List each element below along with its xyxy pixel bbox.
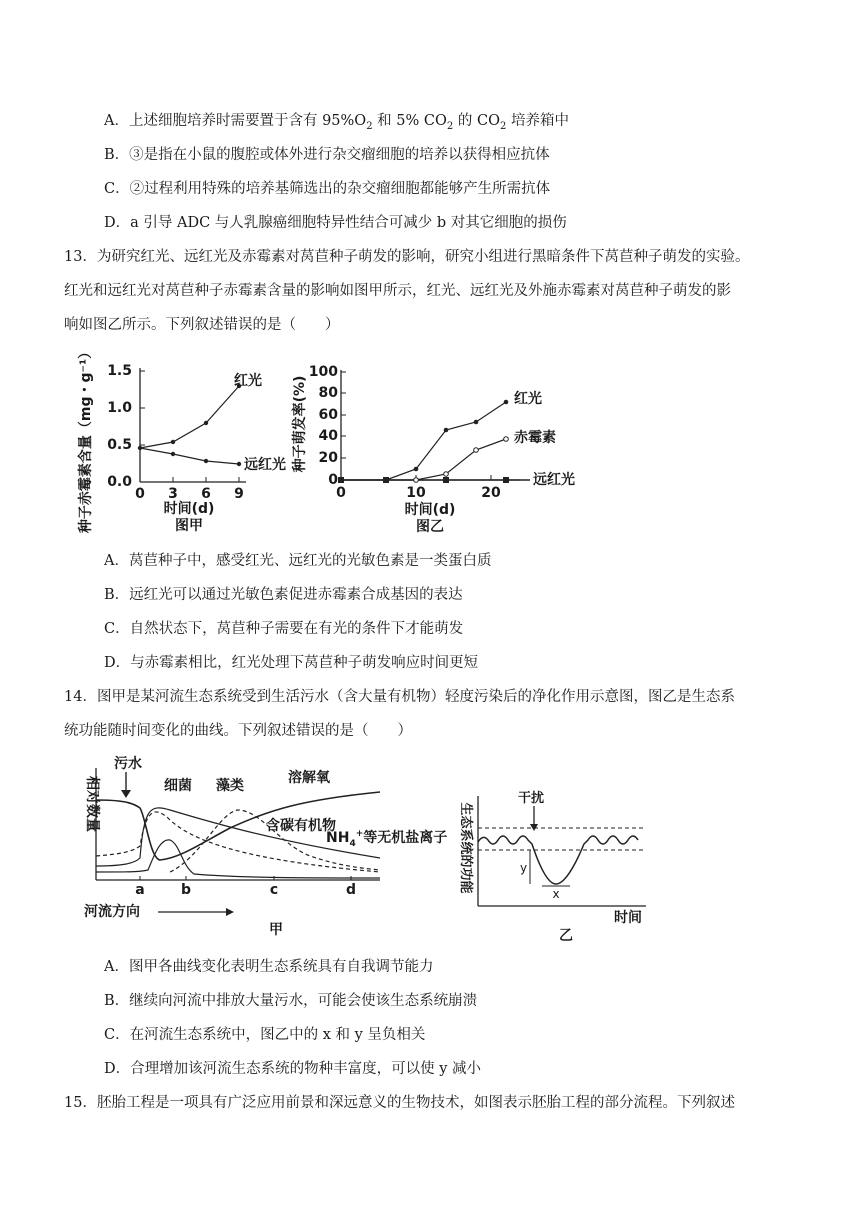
fig14a-tick-c: c xyxy=(269,882,279,898)
q15-stem-line1: 15．胚胎工程是一项具有广泛应用前景和深远意义的生物技术，如图表示胚胎工程的部分流程。下列叙述 xyxy=(64,1095,735,1111)
q13-stem-line1: 13．为研究红光、远红光及赤霉素对莴苣种子萌发的影响，研究小组进行黑暗条件下莴苣种子萌发的实验。 xyxy=(64,249,750,265)
figure-yi-13 xyxy=(290,356,590,536)
fig14a-tick-d: d xyxy=(345,882,357,898)
fig13b-ytick-0: 100 xyxy=(308,364,338,380)
fig14a-algae-label: 藻类 xyxy=(216,778,244,794)
q12-option-b: B．③是指在小鼠的腹腔或体外进行杂交瘤细胞的培养以获得相应抗体 xyxy=(104,147,550,163)
fig13b-ytick-5: 0 xyxy=(328,472,338,488)
q14-option-a: A．图甲各曲线变化表明生态系统具有自我调节能力 xyxy=(104,959,434,975)
fig13a-red-point-0 xyxy=(138,446,142,450)
fig14b-ylabel: 生态系统的功能 xyxy=(458,802,473,894)
q14-option-d: D．合理增加该河流生态系统的物种丰富度，可以使 y 减小 xyxy=(104,1061,482,1077)
fig13a-caption: 图甲 xyxy=(175,518,203,534)
fig14b-xlabel: 时间 xyxy=(614,910,642,926)
fig13a-xlabel: 时间(d) xyxy=(163,501,215,517)
q13-option-c: C．自然状态下，莴苣种子需要在有光的条件下才能萌发 xyxy=(104,621,464,637)
fig14a-oxygen-label: 溶解氧 xyxy=(288,770,330,786)
fig13a-ytick-1: 1.0 xyxy=(107,400,132,416)
fig13b-xlabel: 时间(d) xyxy=(404,502,456,518)
fig14b-function-curve xyxy=(478,836,638,884)
q12-option-a: A．上述细胞培养时需要置于含有 $95\%O_2$ 和 5% $CO_2$ 的 $CO_2$ 培养箱中 xyxy=(104,113,569,132)
fig13b-ga-point-3 xyxy=(444,472,449,477)
fig13a-farred-point-1 xyxy=(171,452,175,456)
q14-option-b: B．继续向河流中排放大量污水，可能会使该生态系统崩溃 xyxy=(104,993,478,1009)
fig14a-bacteria-label: 细菌 xyxy=(164,778,192,794)
fig14a-nh4-label: $NH_4^+$等无机盐离子 xyxy=(326,829,448,849)
fig13a-red-point-2 xyxy=(204,421,208,425)
fig14a-tick-b: b xyxy=(180,882,192,898)
fig14a-sewage-label: 污水 xyxy=(114,756,142,772)
q13-option-a: A．莴苣种子中，感受红光、远红光的光敏色素是一类蛋白质 xyxy=(104,553,492,569)
fig13b-farred-point-5 xyxy=(503,477,509,483)
fig13b-red-point-3 xyxy=(444,428,449,433)
q13-stem-line2: 红光和远红光对莴苣种子赤霉素含量的影响如图甲所示，红光、远红光及外施赤霉素对莴苣种子萌发的影 xyxy=(64,283,731,299)
fig13b-ga-point-2 xyxy=(414,478,419,483)
figure-jia-13 xyxy=(66,345,306,535)
fig13a-ytick-0: 1.5 xyxy=(107,363,132,379)
fig13b-ga-point-5 xyxy=(504,437,509,442)
fig13a-xtick-0: 0 xyxy=(135,486,145,502)
fig14a-tick-a: a xyxy=(135,882,145,898)
q12-option-c: C．②过程利用特殊的培养基筛选出的杂交瘤细胞都能够产生所需抗体 xyxy=(104,181,551,197)
fig13a-farred-point-3 xyxy=(237,462,241,466)
fig13b-red-point-2 xyxy=(414,467,419,472)
fig13a-xtick-2: 6 xyxy=(201,486,211,502)
fig13a-label-farred: 远红光 xyxy=(244,457,286,473)
q13-option-b: B．远红光可以通过光敏色素促进赤霉素合成基因的表达 xyxy=(104,587,463,603)
fig13b-farred-point-3 xyxy=(443,477,449,483)
fig14a-organic-label: 含碳有机物 xyxy=(266,818,336,834)
q12-option-d: D．a 引导 ADC 与人乳腺癌细胞特异性结合可减少 b 对其它细胞的损伤 xyxy=(104,215,567,231)
fig14b-disturb-label: 干扰 xyxy=(518,791,545,806)
fig13b-label-ga: 赤霉素 xyxy=(514,430,556,446)
q13-stem-line3: 响如图乙所示。下列叙述错误的是（ ） xyxy=(64,317,340,333)
fig13b-xtick-2: 20 xyxy=(481,485,501,501)
fig13a-label-red: 红光 xyxy=(234,373,262,389)
fig13b-ytick-3: 40 xyxy=(318,428,338,444)
fig13b-red-point-5 xyxy=(504,400,509,405)
fig14a-oxygen-curve xyxy=(96,792,380,860)
fig14b-x-label: x xyxy=(552,887,560,901)
q14-stem-line2: 统功能随时间变化的曲线。下列叙述错误的是（ ） xyxy=(64,723,412,739)
fig13a-ytick-3: 0.0 xyxy=(107,474,132,490)
fig13b-ytick-4: 20 xyxy=(318,450,338,466)
fig13a-xtick-1: 3 xyxy=(168,486,178,502)
fig14a-caption: 甲 xyxy=(269,922,283,938)
q13-option-d: D．与赤霉素相比，红光处理下莴苣种子萌发响应时间更短 xyxy=(104,655,479,671)
fig13b-ytick-1: 80 xyxy=(318,385,338,401)
fig13b-farred-point-1 xyxy=(383,477,389,483)
fig13b-farred-point-0 xyxy=(338,477,344,483)
fig14a-ylabel: 相对数量 xyxy=(84,776,100,832)
fig13b-caption: 图乙 xyxy=(416,519,444,535)
fig13a-xtick-3: 9 xyxy=(234,486,244,502)
figure-yi-14 xyxy=(450,788,670,944)
fig14b-caption: 乙 xyxy=(559,928,573,944)
fig14b-y-label: y xyxy=(520,861,528,875)
fig13b-xtick-1: 10 xyxy=(406,485,426,501)
fig13a-ytick-2: 0.5 xyxy=(107,437,132,453)
figure-jia-14 xyxy=(70,748,450,944)
fig13a-series-red-line xyxy=(140,386,239,448)
fig13b-xtick-0: 0 xyxy=(336,485,346,501)
fig13a-series-farred-line xyxy=(140,448,239,464)
fig13a-red-point-1 xyxy=(171,440,175,444)
fig13b-ytick-2: 60 xyxy=(318,407,338,423)
fig13b-label-red: 红光 xyxy=(514,391,542,407)
q14-option-c: C．在河流生态系统中，图乙中的 x 和 y 呈负相关 xyxy=(104,1027,426,1043)
fig13b-label-farred: 远红光 xyxy=(533,472,575,488)
fig13a-ylabel: 种子赤霉素含量（mg・g⁻¹） xyxy=(78,345,94,534)
fig13b-series-red-line xyxy=(341,402,506,480)
q14-stem-line1: 14．图甲是某河流生态系统受到生活污水（含大量有机物）轻度污染后的净化作用示意图，图乙是生态系 xyxy=(64,689,735,705)
fig13b-ylabel: 种子萌发率(%) xyxy=(292,375,308,473)
fig14a-direction-label: 河流方向 xyxy=(84,904,140,920)
fig13a-farred-point-2 xyxy=(204,459,208,463)
fig13b-red-point-4 xyxy=(474,420,479,425)
fig13b-ga-point-4 xyxy=(474,448,479,453)
